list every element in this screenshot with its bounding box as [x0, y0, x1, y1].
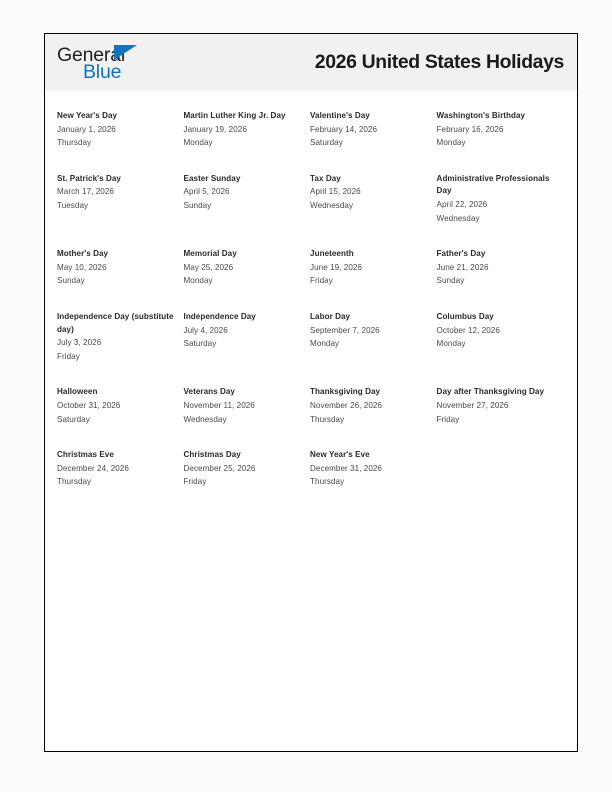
holiday-calendar-page	[44, 33, 578, 752]
holiday-date: June 19, 2026	[310, 262, 362, 272]
holiday-row	[57, 311, 565, 363]
holiday-entry	[57, 311, 184, 363]
holiday-name: Columbus Day	[436, 311, 494, 321]
holiday-entry	[184, 386, 311, 426]
holiday-weekday: Saturday	[183, 339, 217, 349]
holiday-name: Valentine's Day	[310, 111, 370, 120]
holiday-entry	[184, 449, 311, 489]
holiday-name: Memorial Day	[183, 249, 237, 259]
holiday-entry	[57, 173, 184, 213]
holiday-entry	[57, 449, 184, 489]
holiday-weekday: Tuesday	[57, 200, 89, 210]
holiday-date: November 27, 2026	[436, 400, 509, 410]
holiday-name: St. Patrick's Day	[57, 173, 121, 183]
holiday-date: April 22, 2026	[436, 199, 488, 209]
logo-triangle-icon	[114, 45, 137, 60]
holiday-entry	[310, 386, 437, 426]
holiday-name: Day after Thanksgiving Day	[436, 387, 544, 397]
holiday-name: Thanksgiving Day	[310, 387, 381, 397]
holiday-date: July 3, 2026	[57, 338, 102, 348]
holiday-entry	[57, 110, 184, 150]
holiday-name: New Year's Day	[57, 111, 118, 120]
holiday-entry	[437, 110, 565, 150]
holiday-name: New Year's Eve	[310, 450, 370, 460]
holiday-entry	[437, 311, 565, 351]
holiday-entry	[184, 110, 311, 150]
holiday-name: Independence Day	[183, 311, 256, 321]
holiday-row	[57, 110, 565, 150]
holiday-weekday: Monday	[436, 339, 466, 349]
logo-text-general: General	[57, 43, 125, 66]
holiday-date: December 31, 2026	[310, 463, 382, 473]
holiday-date: June 21, 2026	[436, 262, 489, 272]
holiday-date: October 31, 2026	[57, 400, 121, 410]
holiday-row	[57, 173, 565, 225]
holiday-name: Halloween	[57, 387, 98, 397]
holiday-weekday: Thursday	[57, 138, 92, 148]
holiday-entry	[184, 173, 311, 213]
holiday-weekday: Sunday	[57, 276, 85, 286]
holiday-row	[57, 248, 565, 288]
holiday-weekday: Wednesday	[436, 213, 480, 223]
holiday-weekday: Thursday	[57, 477, 92, 487]
logo-text-blue: Blue	[83, 60, 122, 83]
holiday-row	[57, 449, 565, 489]
holiday-date: October 12, 2026	[436, 325, 500, 335]
holiday-row	[57, 386, 565, 426]
holiday-weekday: Friday	[183, 477, 207, 487]
holiday-name: Independence Day (substitute day)	[57, 311, 174, 334]
holiday-date: January 19, 2026	[183, 124, 247, 134]
holiday-weekday: Monday	[436, 138, 466, 148]
holiday-entry	[184, 248, 311, 288]
holiday-entry	[437, 248, 565, 288]
holiday-weekday: Monday	[183, 138, 213, 148]
holiday-entry	[184, 311, 311, 351]
holiday-name: Administrative Professionals Day	[436, 173, 550, 196]
holiday-entry	[310, 173, 437, 213]
holiday-date: November 11, 2026	[183, 400, 255, 410]
holiday-date: September 7, 2026	[310, 325, 380, 335]
holiday-weekday: Friday	[436, 414, 460, 424]
holiday-date: January 1, 2026	[57, 124, 116, 134]
holiday-date: February 16, 2026	[436, 124, 504, 134]
holiday-name: Christmas Day	[183, 450, 241, 460]
page-title: 2026 United States Holidays	[314, 51, 564, 73]
holiday-date: March 17, 2026	[57, 187, 114, 197]
holiday-name: Easter Sunday	[183, 173, 241, 183]
holiday-name: Labor Day	[310, 311, 351, 321]
holiday-date: May 10, 2026	[57, 262, 107, 272]
holiday-date: November 26, 2026	[310, 400, 382, 410]
holiday-weekday: Monday	[310, 339, 340, 349]
holiday-entry	[57, 386, 184, 426]
holiday-name: Martin Luther King Jr. Day	[183, 111, 286, 120]
holiday-name: Father's Day	[436, 249, 486, 259]
holiday-weekday: Saturday	[57, 414, 90, 424]
holiday-weekday: Friday	[57, 351, 80, 361]
holiday-name: Juneteenth	[310, 249, 354, 259]
holiday-entry	[437, 386, 565, 426]
holiday-weekday: Wednesday	[310, 200, 354, 210]
holiday-date: December 24, 2026	[57, 463, 129, 473]
holiday-weekday: Friday	[310, 276, 333, 286]
holiday-entry	[310, 248, 437, 288]
holiday-entry	[310, 311, 437, 351]
holiday-entry	[57, 248, 184, 288]
holiday-weekday: Thursday	[310, 414, 345, 424]
holiday-date: May 25, 2026	[183, 262, 234, 272]
page-header	[45, 34, 577, 91]
general-blue-logo	[57, 42, 153, 84]
holiday-weekday: Sunday	[183, 200, 212, 210]
holiday-weekday: Thursday	[310, 477, 345, 487]
holiday-date: December 25, 2026	[183, 463, 256, 473]
holiday-name: Tax Day	[310, 173, 341, 183]
holiday-entry	[310, 110, 437, 150]
holiday-name: Veterans Day	[183, 387, 235, 397]
holiday-entry	[437, 173, 565, 225]
holiday-name: Washington's Birthday	[436, 111, 526, 120]
holiday-name: Christmas Eve	[57, 450, 114, 460]
holiday-weekday: Wednesday	[183, 414, 227, 424]
holiday-date: February 14, 2026	[310, 124, 378, 134]
holiday-weekday: Saturday	[310, 138, 343, 148]
holiday-date: July 4, 2026	[183, 325, 228, 335]
holiday-weekday: Sunday	[436, 276, 465, 286]
holiday-date: April 15, 2026	[310, 187, 361, 197]
holiday-name: Mother's Day	[57, 249, 109, 259]
holiday-entry	[310, 449, 437, 489]
holiday-date: April 5, 2026	[183, 187, 230, 197]
holiday-weekday: Monday	[183, 276, 213, 286]
holiday-grid	[45, 91, 577, 489]
